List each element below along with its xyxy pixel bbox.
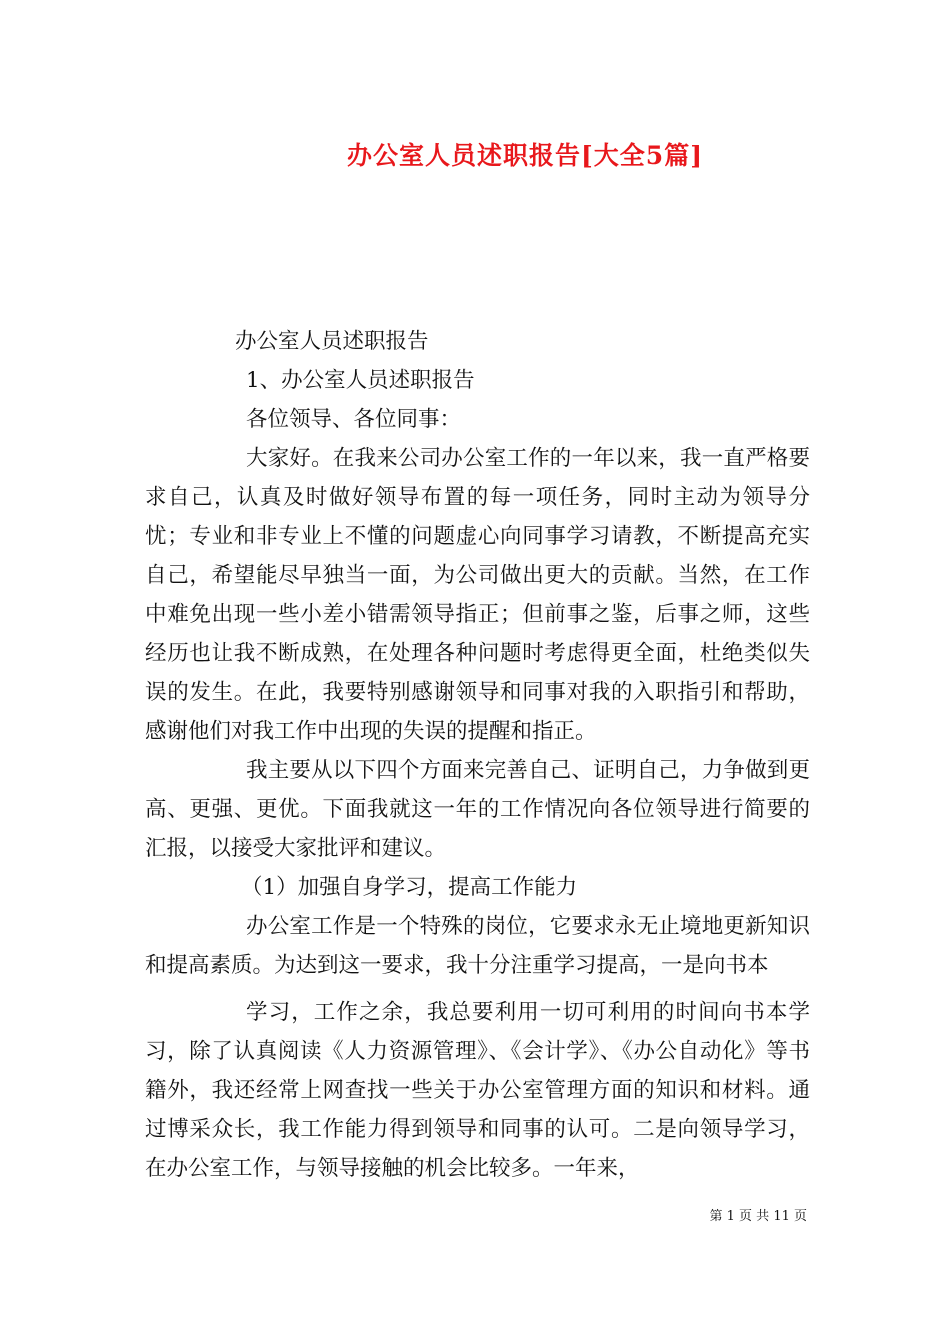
document-body [145, 322, 810, 1188]
salutation: 各位领导、各位同事： [246, 407, 462, 432]
paragraph: 我主要从以下四个方面来完善自己、证明自己，力争做到更高、更强、更优。下面我就这一年的工作情况向各位领导进行简要的汇报，以接受大家批评和建议。 [145, 758, 810, 861]
section-heading: 1、办公室人员述职报告 [246, 368, 475, 393]
document-heading: 办公室人员述职报告 [235, 329, 429, 354]
document-title: 办公室人员述职报告[大全5篇] [346, 141, 704, 170]
subheading: （1）加强自身学习，提高工作能力 [241, 875, 578, 900]
paragraph: 办公室工作是一个特殊的岗位，它要求永无止境地更新知识和提高素质。为达到这一要求，我十分注重学习提高，一是向书本 [145, 914, 810, 978]
paragraph: 学习，工作之余，我总要利用一切可利用的时间向书本学习，除了认真阅读《人力资源管理》、《会计学》、《办公自动化》等书籍外，我还经常上网查找一些关于办公室管理方面的知识和材料。通过博采众长，我工作能力得到领导和同事的认可。二是向领导学习，在办公室工作，与领导接触的机会比较多。一年来， [145, 1000, 810, 1181]
page-number: 第 1 页 共 11 页 [709, 1209, 807, 1224]
paragraph: 大家好。在我来公司办公室工作的一年以来，我一直严格要求自己，认真及时做好领导布置的每一项任务，同时主动为领导分忧；专业和非专业上不懂的问题虚心向同事学习请教，不断提高充实自己，希望能尽早独当一面，为公司做出更大的贡献。当然，在工作中难免出现一些小差小错需领导指正；但前事之鉴，后事之师，这些经历也让我不断成熟，在处理各种问题时考虑得更全面，杜绝类似失误的发生。在此，我要特别感谢领导和同事对我的入职指引和帮助，感谢他们对我工作中出现的失误的提醒和指正。 [145, 446, 810, 744]
